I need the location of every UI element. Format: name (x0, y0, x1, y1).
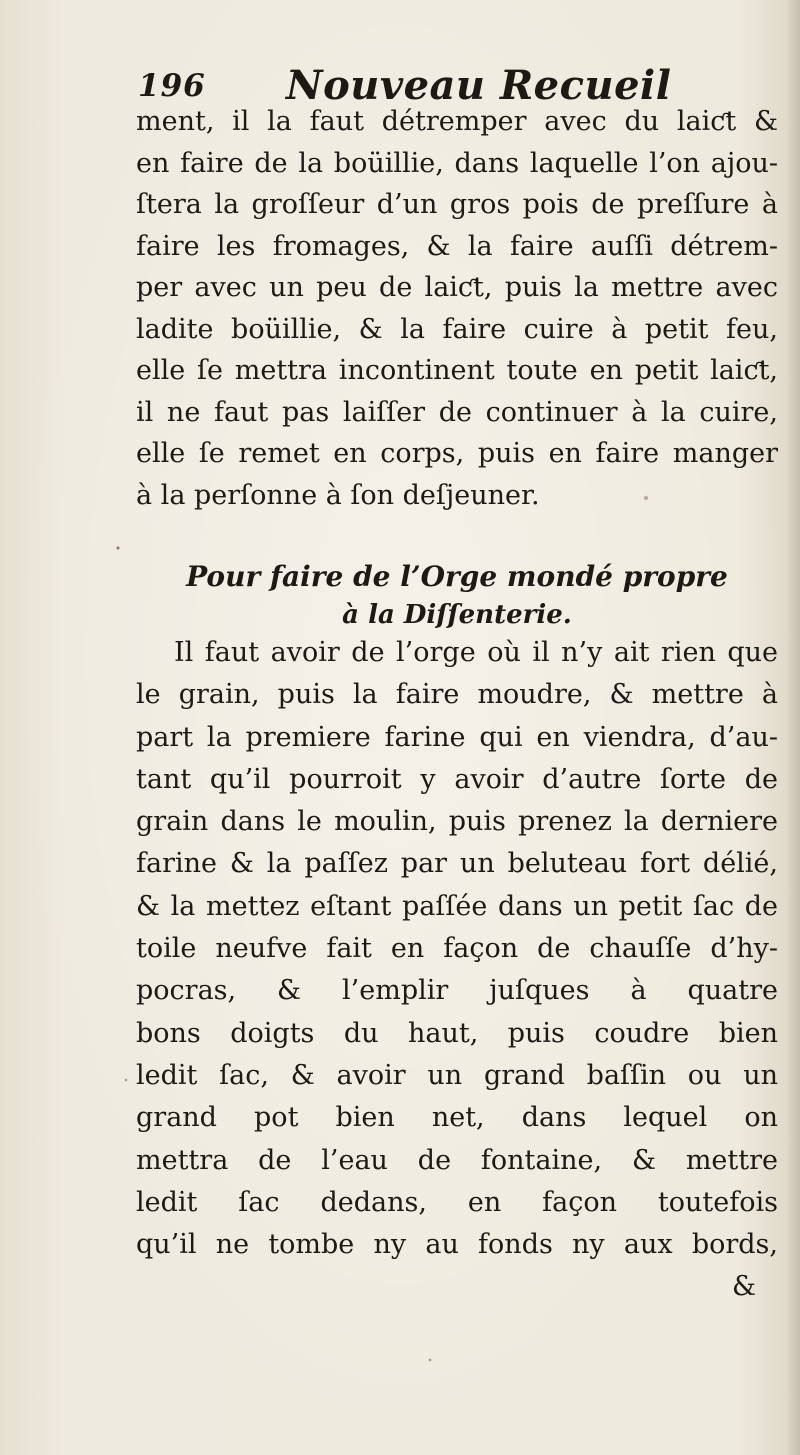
running-title: Nouveau Recueil (286, 62, 672, 109)
text-line: toile neufve fait en façon de chauſſe d’hy- (136, 933, 778, 965)
text-line: ment, il la faut détremper avec du laiƈt & (136, 106, 778, 137)
text-line: part la premiere farine qui en viendra, d’au- (136, 721, 778, 753)
text-line: mettra de l’eau de fontaine, & mettre (136, 1144, 778, 1176)
text-line: ledit ſac, & avoir un grand baſſin ou un (136, 1059, 778, 1091)
paragraph-top (136, 101, 778, 516)
text-line: grand pot bien net, dans lequel on (136, 1102, 778, 1134)
text-line: ladite boüillie, & la faire cuire à petit feu, (136, 313, 778, 345)
text-line: & la mettez eſtant paſſée dans un petit ſac de (136, 890, 778, 922)
text-line: bons doigts du haut, puis coudre bien (136, 1017, 778, 1049)
text-line: grain dans le moulin, puis prenez la derniere (136, 806, 778, 838)
page-number: 196 (138, 68, 206, 104)
text-line: elle ſe mettra incontinent toute en petit laiƈt, (136, 355, 778, 386)
text-line: qu’il ne tombe ny au fonds ny aux bords, (136, 1229, 778, 1261)
text-line: farine & la paſſez par un beluteau fort délié, (136, 848, 778, 880)
catchword: & (731, 1271, 756, 1303)
text-line: à la perſonne à ſon deſjeuner. (136, 479, 540, 511)
paragraph-recipe (136, 632, 778, 1309)
text-line: per avec un peu de laiƈt, puis la mettre avec (136, 272, 778, 303)
text-line: il ne faut pas laiſſer de continuer à la cuire, (136, 396, 778, 428)
paper-speck (429, 1359, 432, 1362)
paper-speck (116, 546, 119, 549)
section-heading (136, 558, 778, 634)
text-line: Il faut avoir de l’orge où il n’y ait rien que (174, 637, 778, 668)
text-line: pocras, & l’emplir juſques à quatre (136, 975, 778, 1007)
text-line: le grain, puis la faire moudre, & mettre à (136, 679, 778, 711)
text-line: ledit ſac dedans, en façon toutefois (136, 1186, 778, 1218)
text-line: en faire de la boüillie, dans laquelle l’on ajou- (136, 147, 778, 179)
paper-speck (125, 1079, 128, 1082)
section-heading-line: à la Diſſenterie. (342, 600, 572, 630)
section-heading-line: Pour faire de l’Orge mondé propre (186, 560, 728, 593)
text-line: faire les fromages, & la faire auſſi détrem- (136, 230, 778, 262)
text-line: tant qu’il pourroit y avoir d’autre ſorte de (136, 763, 778, 795)
text-line: ſtera la groſſeur d’un gros pois de preſſure à (136, 189, 778, 220)
text-line: elle ſe remet en corps, puis en faire manger (136, 438, 778, 469)
